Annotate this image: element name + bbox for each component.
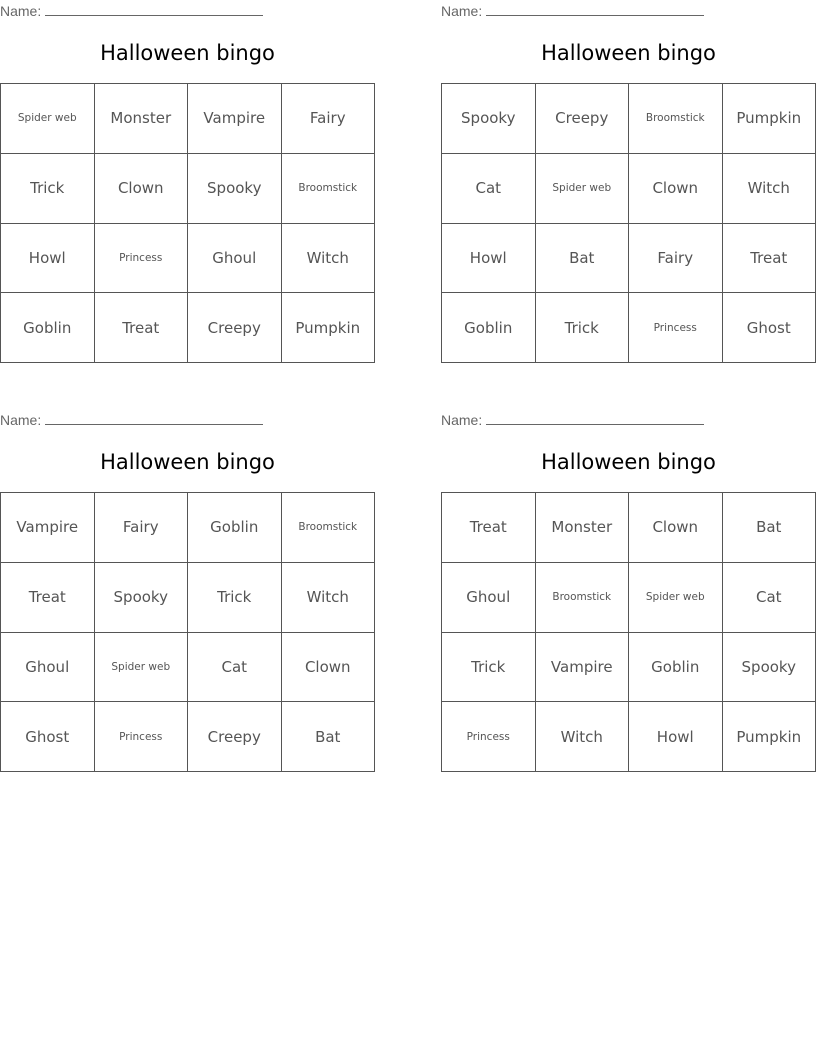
bingo-cell[interactable]: Treat [442,493,536,563]
bingo-cell[interactable]: Spider web [629,563,723,633]
bingo-cell[interactable]: Ghoul [442,563,536,633]
bingo-cell[interactable]: Treat [95,293,189,363]
bingo-cell[interactable]: Spooky [188,154,282,224]
bingo-cell[interactable]: Clown [282,633,376,703]
bingo-cell[interactable]: Witch [282,224,376,294]
bingo-grid [0,492,375,772]
bingo-cell[interactable]: Fairy [95,493,189,563]
bingo-cell[interactable]: Spider web [95,633,189,703]
name-label: Name: [441,3,483,19]
bingo-cell[interactable]: Monster [536,493,630,563]
name-blank-line[interactable] [486,2,704,16]
card-title: Halloween bingo [100,41,275,65]
bingo-cell[interactable]: Vampire [1,493,95,563]
bingo-cell[interactable]: Ghoul [188,224,282,294]
name-blank-line[interactable] [45,2,263,16]
bingo-cell[interactable]: Princess [629,293,723,363]
bingo-cell[interactable]: Clown [629,154,723,224]
bingo-cell[interactable]: Clown [629,493,723,563]
bingo-cell[interactable]: Vampire [536,633,630,703]
bingo-cell[interactable]: Broomstick [282,154,376,224]
bingo-cell[interactable]: Spooky [723,633,816,703]
bingo-cell[interactable]: Cat [442,154,536,224]
name-field[interactable] [441,411,704,429]
bingo-cell[interactable]: Bat [282,702,376,772]
card-title: Halloween bingo [541,450,716,474]
bingo-cell[interactable]: Bat [723,493,816,563]
name-field[interactable] [0,2,263,20]
bingo-cell[interactable]: Vampire [188,84,282,154]
name-blank-line[interactable] [486,411,704,425]
name-label: Name: [0,3,42,19]
bingo-cell[interactable]: Goblin [1,293,95,363]
bingo-cell[interactable]: Cat [723,563,816,633]
bingo-cell[interactable]: Princess [95,702,189,772]
bingo-cell[interactable]: Howl [629,702,723,772]
bingo-cell[interactable]: Goblin [442,293,536,363]
bingo-cell[interactable]: Spider web [536,154,630,224]
bingo-cell[interactable]: Howl [1,224,95,294]
bingo-cell[interactable]: Bat [536,224,630,294]
bingo-cell[interactable]: Ghost [723,293,816,363]
bingo-grid [0,83,375,363]
bingo-cell[interactable]: Trick [536,293,630,363]
bingo-cell[interactable]: Creepy [188,293,282,363]
card-title: Halloween bingo [100,450,275,474]
name-field[interactable] [441,2,704,20]
card-title: Halloween bingo [541,41,716,65]
bingo-cell[interactable]: Ghoul [1,633,95,703]
bingo-cell[interactable]: Creepy [188,702,282,772]
name-label: Name: [441,412,483,428]
bingo-cell[interactable]: Goblin [188,493,282,563]
bingo-cell[interactable]: Broomstick [536,563,630,633]
bingo-cell[interactable]: Pumpkin [723,84,816,154]
bingo-grid [441,83,816,363]
bingo-cell[interactable]: Monster [95,84,189,154]
bingo-cell[interactable]: Fairy [282,84,376,154]
bingo-cell[interactable]: Witch [536,702,630,772]
bingo-cell[interactable]: Howl [442,224,536,294]
bingo-cell[interactable]: Treat [723,224,816,294]
bingo-cell[interactable]: Ghost [1,702,95,772]
name-blank-line[interactable] [45,411,263,425]
bingo-cell[interactable]: Witch [723,154,816,224]
bingo-grid [441,492,816,772]
bingo-cell[interactable]: Spooky [442,84,536,154]
bingo-cell[interactable]: Broomstick [629,84,723,154]
bingo-cell[interactable]: Princess [95,224,189,294]
bingo-cell[interactable]: Treat [1,563,95,633]
bingo-cell[interactable]: Goblin [629,633,723,703]
bingo-cell[interactable]: Princess [442,702,536,772]
bingo-cell[interactable]: Spider web [1,84,95,154]
bingo-cell[interactable]: Trick [1,154,95,224]
bingo-cell[interactable]: Witch [282,563,376,633]
bingo-cell[interactable]: Creepy [536,84,630,154]
bingo-cell[interactable]: Spooky [95,563,189,633]
bingo-cell[interactable]: Fairy [629,224,723,294]
bingo-cell[interactable]: Pumpkin [282,293,376,363]
bingo-cell[interactable]: Clown [95,154,189,224]
bingo-cell[interactable]: Trick [188,563,282,633]
name-label: Name: [0,412,42,428]
bingo-cell[interactable]: Cat [188,633,282,703]
bingo-cell[interactable]: Pumpkin [723,702,816,772]
bingo-cell[interactable]: Broomstick [282,493,376,563]
name-field[interactable] [0,411,263,429]
bingo-cell[interactable]: Trick [442,633,536,703]
